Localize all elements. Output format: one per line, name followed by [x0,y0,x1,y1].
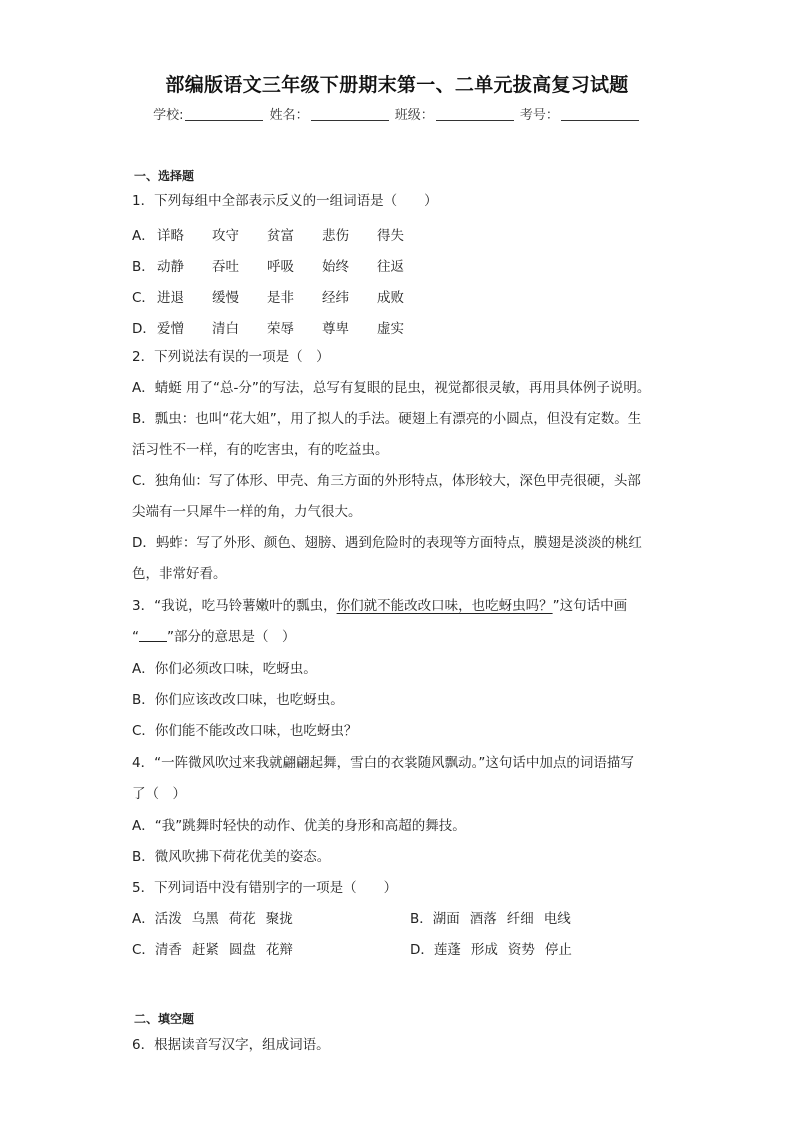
q2-option-b-cont: 活习性不一样，有的吃害虫，有的吃益虫。 [132,442,389,458]
question-4-stem: 4．“一阵微风吹过来我就翩翩起舞，雪白的衣裳随风飘动。”这句话中加点的词语描写 [132,755,634,771]
q2-option-c[interactable]: C．独角仙：写了体形、甲壳、角三方面的外形特点，体形较大，深色甲壳很硬，头部 [132,473,641,489]
name-blank[interactable] [311,108,389,121]
question-2-stem: 2．下列说法有误的一项是（ ） [132,349,330,365]
class-blank[interactable] [436,108,514,121]
q4-option-b[interactable]: B．微风吹拂下荷花优美的姿态。 [132,849,331,865]
exam-no-label: 考号： [519,108,559,123]
q2-option-c-cont: 尖端有一只犀牛一样的角，力气很大。 [132,504,362,520]
q2-option-a[interactable]: A．蜻蜓 用了“总-分”的写法，总写有复眼的昆虫，视觉都很灵敏，再用具体例子说明。 [132,380,651,396]
underline-blank [139,629,167,642]
question-3-stem: 3．“我说，吃马铃薯嫩叶的瓢虫，你们就不能改改口味，也吃蚜虫吗？”这句话中画 [132,598,628,614]
exam-no-blank[interactable] [561,108,639,121]
page-title: 部编版语文三年级下册期末第一、二单元拔高复习试题 [165,74,629,96]
school-blank[interactable] [185,108,263,121]
q5-option-a[interactable]: A．活泼 乌黑 荷花 聚拢 [132,911,293,927]
question-6-stem: 6．根据读音写汉字，组成词语。 [132,1037,330,1053]
question-5-stem: 5．下列词语中没有错别字的一项是（ ） [132,880,398,896]
question-3-stem-cont: “ ”部分的意思是（ ） [132,629,296,645]
question-4-stem-cont: 了（ ） [132,786,186,802]
section-heading-fill: 二、填空题 [134,1012,195,1026]
class-label: 班级： [394,108,434,123]
q3-option-b[interactable]: B．你们应该改改口味，也吃蚜虫。 [132,692,344,708]
school-label: 学校: [153,108,184,123]
q5-option-d[interactable]: D．莲蓬 形成 资势 停止 [410,942,572,958]
q2-option-d[interactable]: D．蚂蚱：写了外形、颜色、翅膀、遇到危险时的表现等方面特点，膜翅是淡淡的桃红 [132,535,642,551]
q2-option-b[interactable]: B．瓢虫：也叫“花大姐”，用了拟人的手法。硬翅上有漂亮的小圆点，但没有定数。生 [132,411,642,427]
underlined-phrase: 你们就不能改改口味，也吃蚜虫吗？ [336,598,553,614]
q3-option-a[interactable]: A．你们必须改口味，吃蚜虫。 [132,661,317,677]
q5-option-c[interactable]: C．清香 赶紧 圆盘 花辩 [132,942,293,958]
section-heading-choice: 一、选择题 [134,169,195,183]
q1-option-a[interactable]: A． 详略 攻守 贫富 悲伤 得失 [132,228,404,244]
q5-option-b[interactable]: B．湖面 酒落 纤细 电线 [410,911,571,927]
question-1-stem: 1．下列每组中全部表示反义的一组词语是（ ） [132,193,438,209]
q1-option-d[interactable]: D． 爱憎 清白 荣辱 尊卑 虚实 [132,321,404,337]
q1-option-b[interactable]: B． 动静 吞吐 呼吸 始终 往返 [132,259,404,275]
q4-option-a[interactable]: A．“我”跳舞时轻快的动作、优美的身形和高超的舞技。 [132,818,466,834]
name-label: 姓名： [269,108,309,123]
student-info-line [0,104,794,123]
q2-option-d-cont: 色，非常好看。 [132,566,227,582]
q1-option-c[interactable]: C． 进退 缓慢 是非 经纬 成败 [132,290,404,306]
q3-option-c[interactable]: C．你们能不能改改口味，也吃蚜虫？ [132,723,358,739]
